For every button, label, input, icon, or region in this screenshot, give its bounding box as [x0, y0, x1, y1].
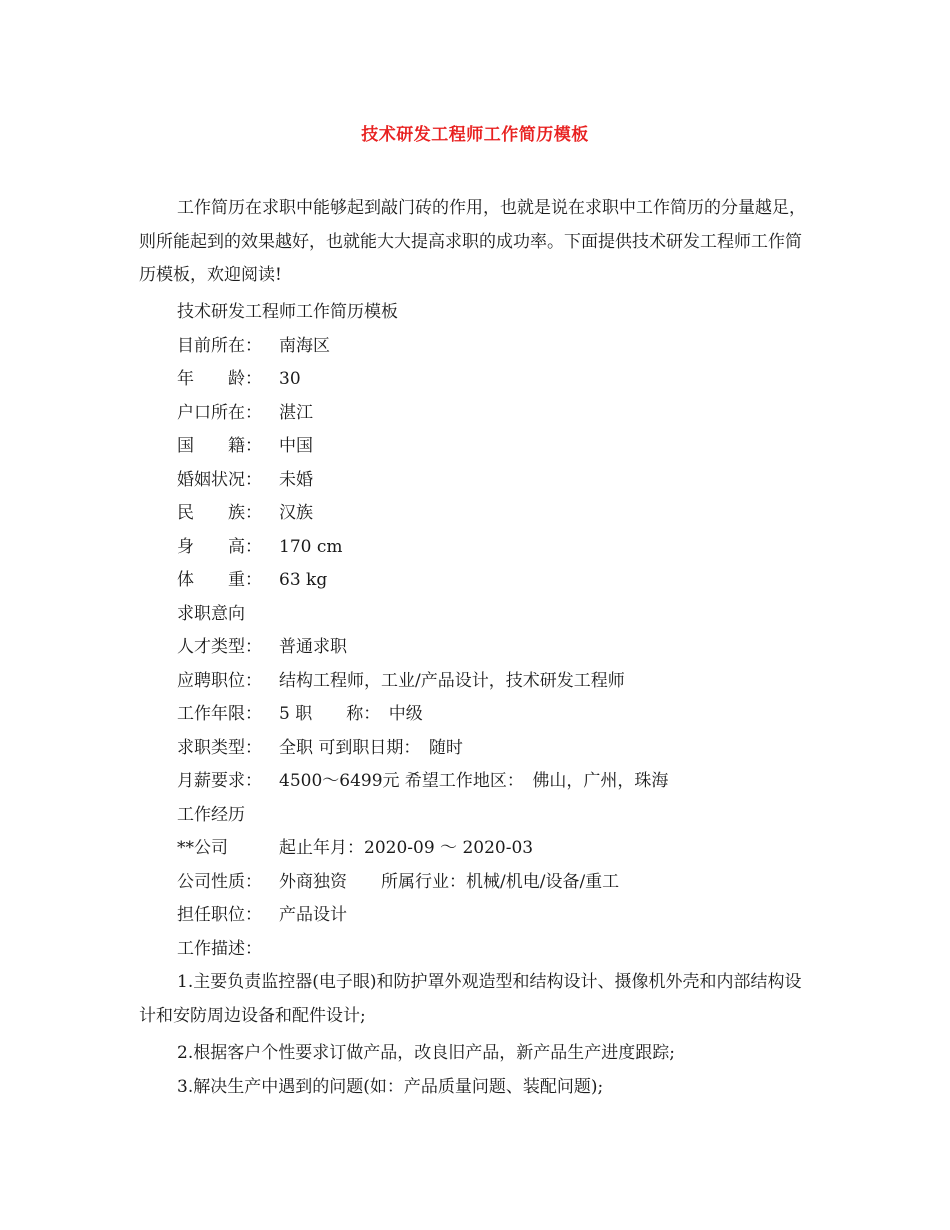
intent-row-position [177, 669, 625, 693]
field-value: 4500～6499元 希望工作地区： 佛山，广州，珠海 [279, 771, 669, 791]
intent-row-talent-type [177, 635, 347, 659]
profile-row-marital-status [177, 468, 313, 492]
description-item-1: 1.主要负责监控器(电子眼)和防护罩外观造型和结构设计、摄像机外壳和内部结构设计和安防周边设备和配件设计; [139, 972, 802, 1026]
description-item-3: 3.解决生产中遇到的问题(如：产品质量问题、装配问题); [177, 1077, 604, 1097]
field-label: 民 族： [177, 503, 262, 523]
intent-row-job-type [177, 736, 463, 760]
resume-subtitle: 技术研发工程师工作简历模板 [177, 302, 398, 322]
field-value: 中国 [279, 436, 313, 456]
experience-row-company-type [177, 870, 620, 894]
profile-row-ethnicity [177, 501, 313, 525]
profile-row-weight [177, 568, 328, 592]
field-value: 产品设计 [279, 905, 347, 925]
field-label: 担任职位： [177, 905, 262, 925]
field-label: 求职类型： [177, 738, 262, 758]
profile-row-hukou [177, 401, 313, 425]
field-label: 应聘职位： [177, 671, 262, 691]
profile-row-nationality [177, 434, 313, 458]
profile-row-height [177, 535, 343, 559]
section-heading-experience: 工作经历 [177, 805, 245, 825]
experience-row-role [177, 903, 347, 927]
intent-row-salary [177, 769, 669, 793]
section-heading-description: 工作描述： [177, 939, 262, 959]
intent-row-years [177, 702, 423, 726]
field-value: 63 kg [279, 570, 328, 590]
field-value: 未婚 [279, 470, 313, 490]
field-value: 外商独资 所属行业：机械/机电/设备/重工 [279, 872, 620, 892]
intro-paragraph: 工作简历在求职中能够起到敲门砖的作用，也就是说在求职中工作简历的分量越足，则所能起到的效果越好，也就能大大提高求职的成功率。下面提供技术研发工程师工作简历模板，欢迎阅读! [139, 198, 806, 285]
section-heading-intent: 求职意向 [177, 604, 245, 624]
field-label: 体 重： [177, 570, 262, 590]
field-value: 湛江 [279, 403, 313, 423]
field-label: 目前所在： [177, 336, 262, 356]
field-label: 婚姻状况： [177, 470, 262, 490]
field-value: 结构工程师，工业/产品设计，技术研发工程师 [279, 671, 625, 691]
description-item-2: 2.根据客户个性要求订做产品，改良旧产品，新产品生产进度跟踪; [177, 1043, 675, 1063]
experience-row-company [177, 836, 534, 860]
field-value: 汉族 [279, 503, 313, 523]
field-value: 南海区 [279, 336, 330, 356]
field-label: 人才类型： [177, 637, 262, 657]
field-value: 170 cm [279, 537, 343, 557]
field-value: 普通求职 [279, 637, 347, 657]
field-label: 国 籍： [177, 436, 262, 456]
field-label: 公司性质： [177, 872, 262, 892]
field-label: 年 龄： [177, 369, 262, 389]
field-label: 身 高： [177, 537, 262, 557]
field-label: 户口所在： [177, 403, 262, 423]
page-title: 技术研发工程师工作简历模板 [361, 125, 589, 145]
profile-row-age [177, 367, 301, 391]
field-label: 月薪要求： [177, 771, 262, 791]
field-value: 起止年月：2020-09 ～ 2020-03 [279, 838, 534, 858]
field-label: **公司 [177, 838, 228, 858]
field-value: 30 [279, 369, 301, 389]
field-value: 5 职 称： 中级 [279, 704, 423, 724]
field-label: 工作年限： [177, 704, 262, 724]
profile-row-location [177, 334, 330, 358]
field-value: 全职 可到职日期： 随时 [279, 738, 463, 758]
